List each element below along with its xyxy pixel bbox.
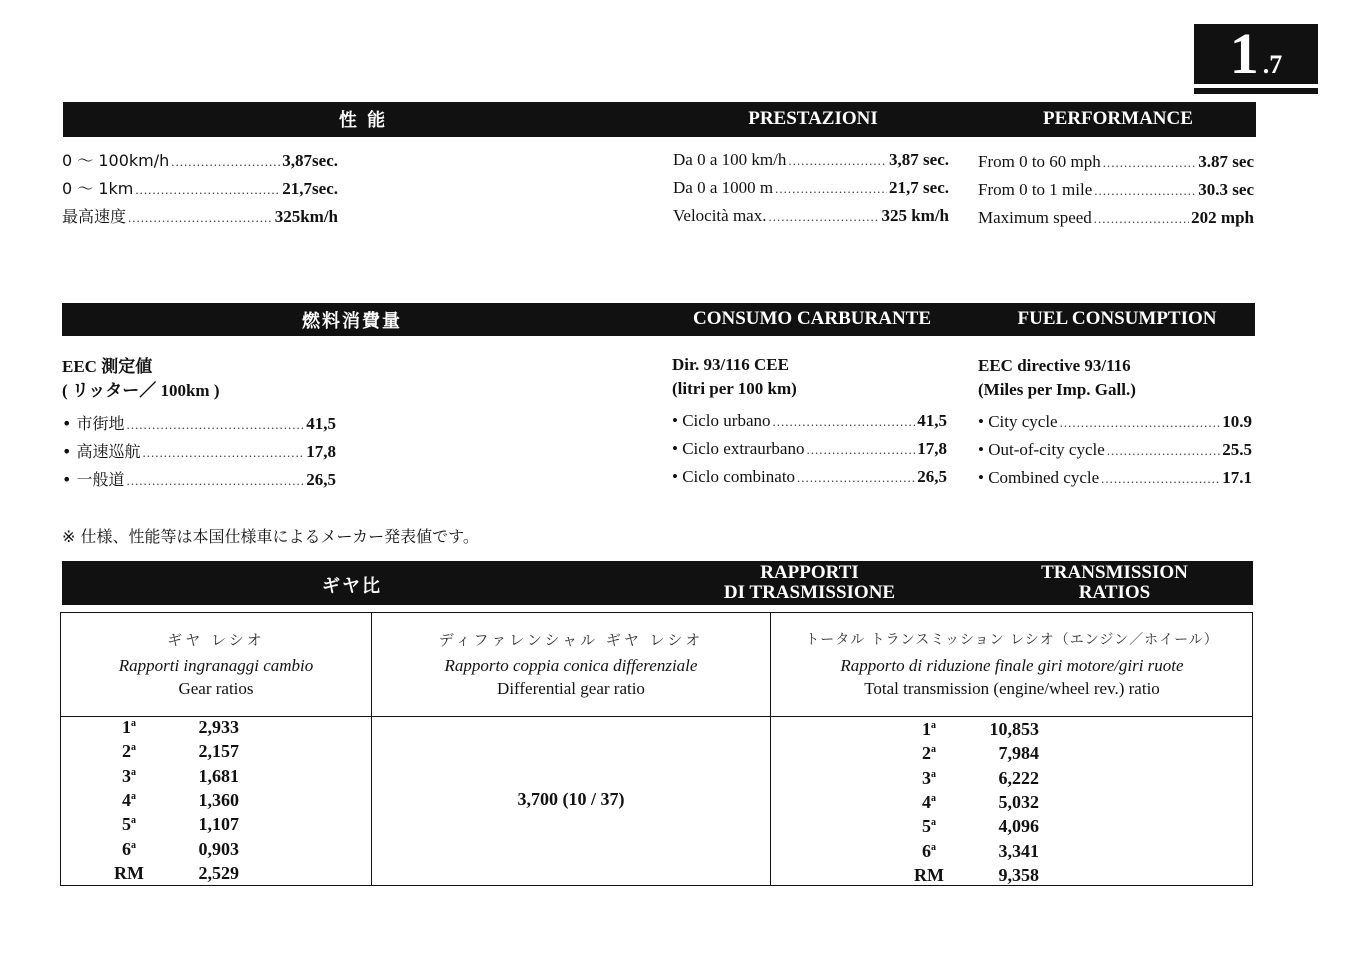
gear-label [909,768,949,792]
transmission-title-jp: ギヤ比 [322,576,382,597]
dot-leader [1094,208,1189,228]
spec-value: 202 mph [1191,208,1254,227]
spec-row [673,178,949,206]
fuel-it-list [672,411,947,495]
spec-label: • 市街地 [62,414,125,433]
gear-label [909,743,949,767]
spec-value: 325 km/h [881,206,949,225]
fuel-it-header-line1: Dir. 93/116 CEE [672,355,789,374]
differential-header-it: Rapporto coppia conica differenziale [444,656,698,675]
spec-label: Maximum speed [978,208,1092,227]
gear-ratios-header-it: Rapporti ingranaggi cambio [118,656,314,675]
gear-label [909,865,949,889]
fuel-jp-header-line2: ( リッター／ 100km ) [62,381,220,400]
spec-value: 3,87 sec. [889,150,949,169]
gear-ordinal: a [131,766,136,778]
gear-ordinal: a [131,790,136,802]
fuel-it-header [672,353,797,401]
performance-title-jp: 性 能 [338,110,388,131]
gear-label [109,741,149,765]
spec-label: • Ciclo extraurbano [672,439,805,458]
dot-leader [1101,468,1220,488]
dot-leader [773,411,916,431]
spec-row [672,411,947,439]
gear-number: 5 [922,816,931,837]
spec-row [978,152,1254,180]
gear-number: 3 [122,765,131,786]
gear-number: 4 [922,791,931,812]
spec-label: • Ciclo combinato [672,467,796,486]
total-ratio-row [909,719,1039,743]
performance-jp-list [62,148,338,232]
spec-value: 30.3 sec [1198,180,1254,199]
dot-leader [128,207,273,227]
gear-number: 6 [922,840,931,861]
total-ratio-header-en: Total transmission (engine/wheel rev.) ratio [864,679,1160,698]
fuel-jp-header-line1: EEC 測定値 [62,357,153,376]
gear-label [109,814,149,838]
gear-label [909,841,949,865]
spec-row [673,206,949,234]
gear-number: 4 [122,789,131,810]
fuel-en-header-line1: EEC directive 93/116 [978,356,1131,375]
spec-value: 41,5 [917,411,947,430]
gear-ratio-value: 2,529 [198,862,239,883]
gear-label [909,816,949,840]
total-ratio-row [909,768,1039,792]
performance-it-list [673,150,949,234]
table-header-divider [61,716,1252,717]
fuel-title-it: CONSUMO CARBURANTE [692,308,932,329]
transmission-title-en-line2: RATIOS [1078,582,1151,603]
gear-ratio-value: 9,358 [998,864,1039,885]
gear-ratio-value: 10,853 [989,719,1039,739]
gear-ordinal: a [131,815,136,827]
spec-value: 21,7 sec. [889,178,949,197]
gear-number: 6 [122,838,131,859]
gear-ratio-table [60,612,1253,886]
gear-number: 2 [922,743,931,764]
page-number-minor: .7 [1262,50,1283,79]
total-ratio-row [909,816,1039,840]
gear-ordinal: a [931,744,936,756]
gear-ordinal: a [931,817,936,829]
gear-ratios-header-jp: ギヤ レシオ [167,631,265,649]
gear-label [109,863,149,887]
gear-ratios-header-en: Gear ratios [178,679,254,698]
performance-en-list [978,152,1254,236]
gear-number: 5 [122,814,131,835]
total-ratio-row [909,865,1039,889]
gear-ordinal: a [131,839,136,851]
dot-leader [143,442,305,462]
spec-row [978,208,1254,236]
gear-ordinal: a [931,720,936,731]
dot-leader [127,414,305,434]
spec-label: • 高速巡航 [62,442,141,461]
spec-value: 17.1 [1222,468,1252,487]
gear-ratio-row [109,790,239,814]
dot-leader [797,467,915,487]
fuel-title-jp: 燃料消費量 [302,311,402,332]
dot-leader [135,179,280,199]
differential-header-jp: ディファレンシャル ギヤ レシオ [438,631,704,649]
spec-row [978,412,1252,440]
spec-value: 26,5 [306,470,336,489]
page-number-major: 1 [1229,21,1259,86]
gear-number: RM [914,864,944,885]
spec-label: • Ciclo urbano [672,411,771,430]
gear-ratio-row [109,741,239,765]
gear-ordinal: a [131,742,136,754]
performance-title-en: PERFORMANCE [1043,108,1193,129]
spec-label: • 一般道 [62,470,125,489]
transmission-title-it-line1: RAPPORTI [760,562,859,583]
gear-ratio-value: 0,903 [198,838,239,859]
spec-value: 10.9 [1222,412,1252,431]
fuel-title-en: FUEL CONSUMPTION [1017,308,1217,329]
spec-label: • Out-of-city cycle [978,440,1105,459]
spec-value: 26,5 [917,467,947,486]
gear-ratio-value: 1,360 [198,789,239,810]
spec-row [62,176,338,204]
transmission-title-en [967,563,1262,603]
transmission-title-en-line1: TRANSMISSION [1041,562,1188,583]
gear-label [109,766,149,790]
spec-row [62,148,338,176]
gear-label [109,839,149,863]
spec-label: • City cycle [978,412,1058,431]
fuel-it-header-line2: (litri per 100 km) [672,379,797,398]
spec-value: 17,8 [306,442,336,461]
dot-leader [1094,180,1196,200]
fuel-en-header [978,354,1136,402]
total-ratio-header-it: Rapporto di riduzione finale giri motore/giri ruote [840,656,1184,675]
fuel-en-header-line2: (Miles per Imp. Gall.) [978,380,1136,399]
page-number-underline [1194,88,1318,94]
fuel-jp-list [62,411,336,495]
total-ratio-column-header [771,613,1253,716]
spec-value: 17,8 [917,439,947,458]
gear-ratio-row [109,717,239,741]
transmission-title-it-line2: DI TRASMISSIONE [723,582,896,603]
dot-leader [775,178,887,198]
transmission-title-it [662,563,957,603]
differential-column-header [371,613,771,716]
total-ratio-header-jp: トータル トランスミッション レシオ（エンジン／ホイール） [805,632,1219,648]
gear-number: 1 [922,719,931,739]
fuel-header-bar [62,303,1255,336]
transmission-header-bar [62,561,1253,605]
spec-row [62,204,338,232]
spec-row [978,180,1254,208]
spec-label: 0 ～ 1km [62,179,134,198]
fuel-jp-header [62,355,220,403]
spec-value: 3.87 sec [1198,152,1254,171]
specification-note: ※ 仕様、性能等は本国仕様車によるメーカー発表値です。 [62,527,479,546]
spec-value: 325km/h [274,207,338,226]
spec-row [62,467,336,495]
gear-ordinal: a [931,841,936,853]
gear-ratio-value: 4,096 [998,816,1039,837]
gear-ordinal: a [931,792,936,804]
page-number-badge [1194,21,1318,86]
spec-value: 41,5 [306,414,336,433]
spec-value: 3,87sec. [282,151,338,170]
spec-row [672,467,947,495]
total-ratio-row [909,743,1039,767]
gear-ratio-value: 2,933 [198,717,239,737]
differential-header-en: Differential gear ratio [497,679,645,698]
dot-leader [1103,152,1196,172]
spec-row [978,468,1252,496]
dot-leader [1060,412,1221,432]
dot-leader [806,439,915,459]
spec-label: Velocità max. [673,206,767,225]
gear-ratio-value: 7,984 [998,743,1039,764]
spec-label: 0 ～ 100km/h [62,151,170,170]
gear-label [909,792,949,816]
fuel-en-list [978,412,1252,496]
spec-value: 21,7sec. [282,179,338,198]
gear-ordinal: a [931,768,936,780]
gear-ratio-row [109,839,239,863]
gear-label [109,717,149,741]
spec-label: • Combined cycle [978,468,1100,487]
dot-leader [171,151,280,171]
spec-row [978,440,1252,468]
gear-ratio-value: 2,157 [198,741,239,762]
spec-label: Da 0 a 1000 m [673,178,774,197]
dot-leader [1107,440,1220,460]
gear-ratios-column-header [61,613,371,716]
spec-row [62,411,336,439]
total-ratio-row [909,841,1039,865]
spec-label: From 0 to 1 mile [978,180,1093,199]
performance-header-bar [63,102,1256,137]
spec-row [672,439,947,467]
spec-label: Da 0 a 100 km/h [673,150,787,169]
gear-ratio-value: 1,107 [198,814,239,835]
gear-number: 2 [122,741,131,762]
spec-value: 25.5 [1222,440,1252,459]
gear-ratio-row [109,766,239,790]
gear-number: 3 [922,767,931,788]
spec-label: 最高速度 [62,207,127,226]
gear-ratio-row [109,863,239,887]
dot-leader [788,150,887,170]
gear-ratio-value: 1,681 [198,765,239,786]
total-ratio-row [909,792,1039,816]
gear-ratio-row [109,814,239,838]
dot-leader [127,470,305,490]
gear-label [109,790,149,814]
gear-number: 1 [122,717,131,737]
spec-label: From 0 to 60 mph [978,152,1101,171]
dot-leader [768,206,879,226]
performance-title-it: PRESTAZIONI [748,108,878,129]
gear-ordinal: a [131,718,136,729]
gear-label [909,719,949,743]
gear-number: RM [114,862,144,883]
gear-ratio-value: 6,222 [998,767,1039,788]
spec-row [673,150,949,178]
spec-row [62,439,336,467]
gear-ratio-value: 5,032 [998,791,1039,812]
gear-ratio-value: 3,341 [998,840,1039,861]
differential-ratio-value: 3,700 (10 / 37) [517,789,625,809]
